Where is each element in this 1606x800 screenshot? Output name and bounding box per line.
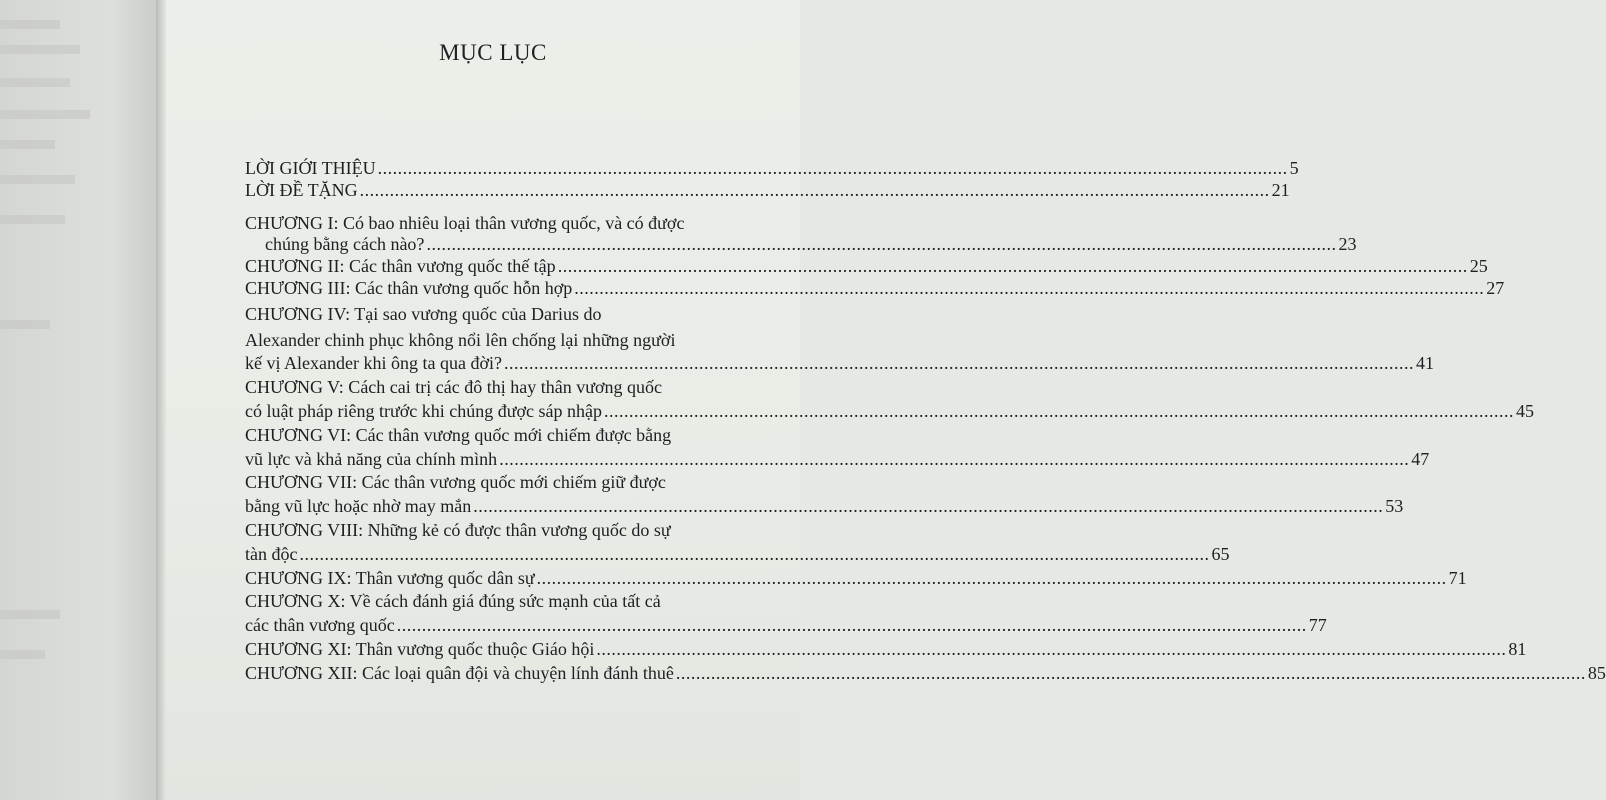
toc-entry-chapter-6: CHƯƠNG VI: Các thân vương quốc mới chiếm được bằng bbox=[245, 424, 672, 445]
toc-entry-chapter-3: CHƯƠNG III: Các thân vương quốc hỗn hợp ..... 27 bbox=[245, 278, 818, 300]
toc-entry-chapter-4: CHƯƠNG IV: Tại sao vương quốc của Darius do bbox=[245, 303, 602, 324]
toc-entry-dedication: LỜI ĐỀ TẶNG ..... 21 bbox=[245, 180, 818, 202]
toc-entry-chapter-2: CHƯƠNG II: Các thân vương quốc thế tập ..... 25 bbox=[245, 256, 818, 278]
toc-page bbox=[166, 0, 1606, 800]
facing-page bbox=[0, 0, 158, 800]
toc-entry-introduction: LỜI GIỚI THIỆU ..... 5 bbox=[245, 158, 818, 180]
toc-entry-chapter-12: CHƯƠNG XII: Các loại quân đội và chuyện lính đánh thuê ..... 85 bbox=[245, 663, 818, 685]
page-title: MỤC LỤC bbox=[439, 40, 547, 65]
toc-entry-chapter-4-cont: Alexander chinh phục không nổi lên chống lại những người bbox=[245, 329, 676, 350]
toc-entry-chapter-1-cont: chúng bằng cách nào? ..... 23 bbox=[245, 234, 818, 256]
toc-entry-chapter-8-cont: tàn độc ..... 65 bbox=[245, 544, 818, 566]
toc-entry-chapter-10: CHƯƠNG X: Về cách đánh giá đúng sức mạnh của tất cả bbox=[245, 591, 661, 612]
toc-entry-chapter-6-cont: vũ lực và khả năng của chính mình ..... 47 bbox=[245, 449, 818, 471]
toc-entry-chapter-5: CHƯƠNG V: Cách cai trị các đô thị hay thân vương quốc bbox=[245, 377, 662, 398]
toc-entry-chapter-8: CHƯƠNG VIII: Những kẻ có được thân vương quốc do sự bbox=[245, 519, 671, 540]
book-spine bbox=[156, 0, 166, 800]
toc-entry-chapter-9: CHƯƠNG IX: Thân vương quốc dân sự ..... 71 bbox=[245, 568, 818, 590]
table-of-contents bbox=[245, 158, 1606, 685]
toc-entry-chapter-5-cont: có luật pháp riêng trước khi chúng được sáp nhập ..... 45 bbox=[245, 401, 818, 423]
toc-entry-chapter-10-cont: các thân vương quốc ..... 77 bbox=[245, 615, 818, 637]
toc-entry-chapter-11: CHƯƠNG XI: Thân vương quốc thuộc Giáo hội ..... 81 bbox=[245, 639, 818, 661]
toc-entry-chapter-4-cont2: kế vị Alexander khi ông ta qua đời? ..... 41 bbox=[245, 353, 818, 375]
toc-entry-chapter-7-cont: bằng vũ lực hoặc nhờ may mắn ..... 53 bbox=[245, 496, 818, 518]
toc-entry-chapter-1: CHƯƠNG I: Có bao nhiêu loại thân vương quốc, và có được bbox=[245, 212, 685, 233]
toc-entry-chapter-7: CHƯƠNG VII: Các thân vương quốc mới chiếm giữ được bbox=[245, 472, 666, 493]
